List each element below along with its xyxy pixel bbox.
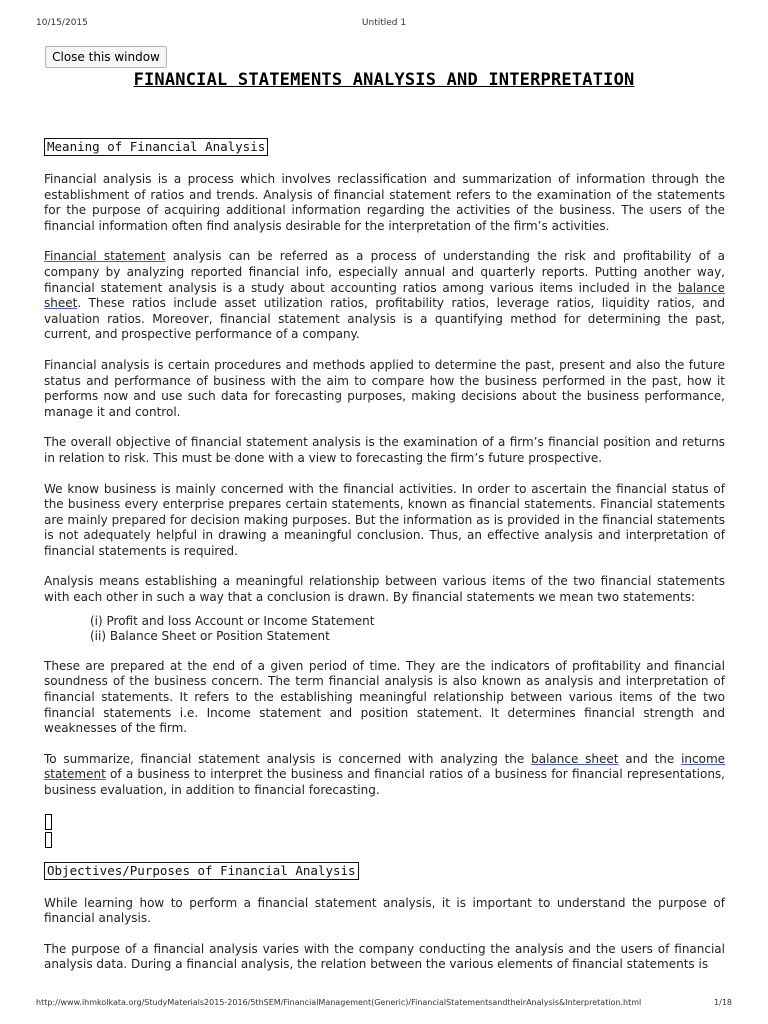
paragraph-8 xyxy=(44,752,725,799)
list-item: (i) Profit and loss Account or Income Statement xyxy=(90,613,375,628)
section-heading-meaning: Meaning of Financial Analysis xyxy=(44,138,268,156)
paragraph-2 xyxy=(44,249,725,343)
paragraph-4: The overall objective of financial statement analysis is the examination of a firm’s financial position and returns in relation to risk. This must be done with a view to forecasting the firm’s future prospective. xyxy=(44,435,725,465)
paragraph-6: Analysis means establishing a meaningful relationship between various items of the two financial statements with each other in such a way that a conclusion is drawn. By financial statements we mean two statements: xyxy=(44,574,725,605)
document-title: FINANCIAL STATEMENTS ANALYSIS AND INTERPRETATION xyxy=(133,70,635,90)
paragraph-7: These are prepared at the end of a given period of time. They are the indicators of profitability and financial soundness of the business concern. The term financial analysis is also known as analysis and interpretation of financial statements. It refers to the establishing meaningful relationship between various items of the two financial statements i.e. Income statement and position statement. It determines financial strength and weaknesses of the firm. xyxy=(44,658,725,736)
paragraph-1: Financial analysis is a process which involves reclassification and summarization of information through the establishment of ratios and trends. Analysis of financial statement refers to the examination of the statements for the purpose of acquiring additional information regarding the activities of the business. The users of the financial information often find analysis desirable for the interpretation of the firm’s activities. xyxy=(44,172,725,233)
page-url: http://www.ihmkolkata.org/StudyMaterials2015-2016/5thSEM/FinancialManagement(Generic)/FinancialStatementsandtheirAnalysis&Interpretation.html xyxy=(36,998,642,1007)
print-footer xyxy=(36,998,732,1012)
missing-image-markers xyxy=(44,814,725,848)
print-date: 10/15/2015 xyxy=(36,18,88,28)
paragraph-8-text-a: To summarize, financial statement analysis is concerned with analyzing the xyxy=(44,751,532,766)
paragraph-5: We know business is mainly concerned with the financial activities. In order to ascertain the financial status of the business every enterprise prepares certain statements, known as financial statements. Financial statements are mainly prepared for decision making purposes. But the information as is provided in the financial statements is not adequately helpful in drawing a meaningful conclusion. Thus, an effective analysis and interpretation of financial statements is required. xyxy=(44,481,725,558)
document-body xyxy=(44,138,725,988)
list-item: (ii) Balance Sheet or Position Statement xyxy=(90,629,330,644)
broken-image-icon xyxy=(45,814,52,830)
paragraph-8-text-b: and the xyxy=(618,751,682,766)
balance-sheet-link-2[interactable]: balance sheet xyxy=(531,751,619,766)
print-page-title: Untitled 1 xyxy=(361,18,407,28)
section-heading-objectives: Objectives/Purposes of Financial Analysis xyxy=(44,862,359,880)
page-number: 1/18 xyxy=(714,998,732,1007)
print-header xyxy=(36,18,732,32)
income-statement-link[interactable]: income statement xyxy=(44,751,726,782)
paragraph-3: Financial analysis is certain procedures and methods applied to determine the past, present and also the future status and performance of business with the aim to compare how the business performed in the past, how it performs now and use such data for forecasting purposes, making decisions about the business performance, manage it and control. xyxy=(44,357,725,419)
paragraph-2-text-b: . These ratios include asset utilization ratios, profitability ratios, leverage ratios, liquidity ratios, and valuation ratios. Moreover, financial statement analysis is a quantifying method for determining the past, current, and prospective performance of a company. xyxy=(44,296,725,342)
paragraph-2-text-a: analysis can be referred as a process of understanding the risk and profitability of a company by analyzing reported financial info, especially annual and quarterly reports. Putting another way, financial statement analysis is a study about accounting ratios among various items included in the xyxy=(44,249,725,295)
paragraph-8-text-c: of a business to interpret the business and financial ratios of a business for financial representations, business evaluation, in addition to financial forecasting. xyxy=(44,767,725,797)
financial-statement-link[interactable]: Financial statement xyxy=(44,249,166,264)
statements-list xyxy=(90,614,725,645)
balance-sheet-link[interactable]: balance sheet xyxy=(44,280,725,311)
paragraph-9: While learning how to perform a financial statement analysis, it is important to understand the purpose of financial analysis. xyxy=(44,895,725,926)
paragraph-10: The purpose of a financial analysis varies with the company conducting the analysis and the users of financial analysis data. During a financial analysis, the relation between the various elements of financial statements is xyxy=(44,941,725,972)
broken-image-icon xyxy=(45,832,52,848)
close-window-button[interactable]: Close this window xyxy=(45,46,167,68)
